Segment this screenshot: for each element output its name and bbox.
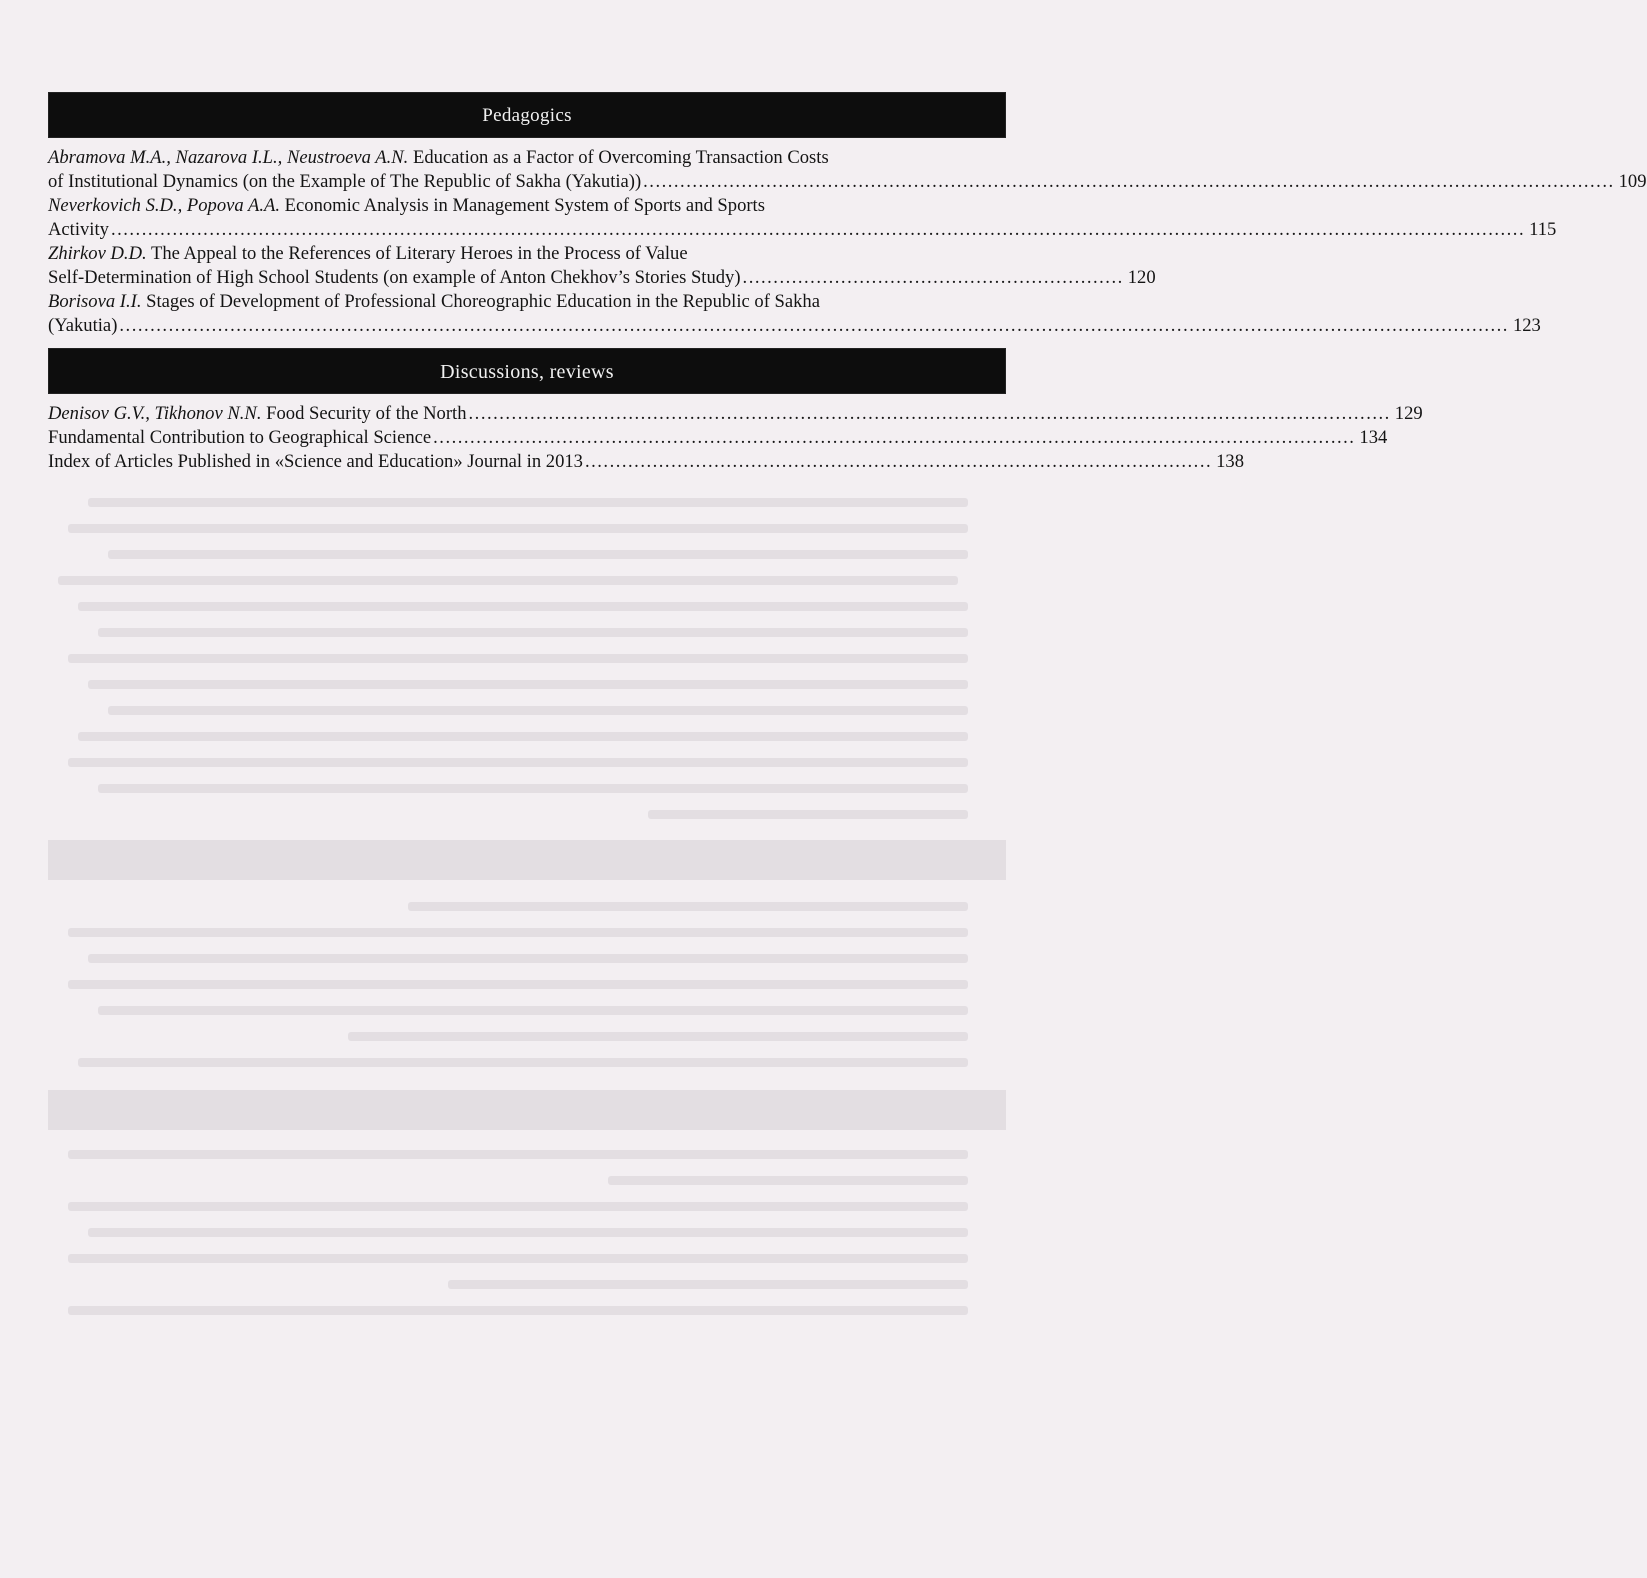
entry-title: Education as a Factor of Overcoming Transaction Costs <box>408 147 829 168</box>
dot-leader: ...................................................................................................................................................................................................................................... <box>110 219 1526 240</box>
show-through-line <box>68 1150 968 1159</box>
entry-authors: Denisov G.V., Tikhonov N.N. <box>48 403 262 424</box>
show-through-line <box>98 784 968 793</box>
show-through-line <box>408 902 968 911</box>
show-through-line <box>78 602 968 611</box>
toc-entry <box>48 450 1245 474</box>
show-through-line <box>88 1228 968 1237</box>
page-number: 120 <box>1127 267 1156 288</box>
show-through-line <box>78 1058 968 1067</box>
show-through-band <box>48 1090 1006 1130</box>
entry-authors: Zhirkov D.D. <box>48 243 147 264</box>
show-through-line <box>448 1280 968 1289</box>
show-through-line <box>68 928 968 937</box>
page-number: 115 <box>1529 219 1557 240</box>
toc-entry <box>48 402 1423 426</box>
show-through-band <box>48 840 1006 880</box>
show-through-line <box>78 732 968 741</box>
page-number: 138 <box>1216 451 1245 472</box>
show-through-line <box>88 680 968 689</box>
show-through-line <box>88 498 968 507</box>
show-through-line <box>68 758 968 767</box>
page-number: 129 <box>1394 403 1423 424</box>
show-through-line <box>98 628 968 637</box>
show-through-background <box>48 490 1006 1320</box>
entry-title: Food Security of the North <box>261 403 467 424</box>
toc-entry-line <box>48 218 1557 242</box>
dot-leader: ...................................................................................................................................................... <box>433 427 1356 448</box>
dot-leader: .................................................................................................................................................................................................................................. <box>119 315 1509 336</box>
dot-leader: .............................................................................................................................................................. <box>643 171 1615 192</box>
toc-entry-line <box>48 402 1423 426</box>
toc-entry <box>48 242 1156 290</box>
show-through-line <box>68 524 968 533</box>
show-through-line <box>68 980 968 989</box>
show-through-line <box>98 1006 968 1015</box>
section-header-pedagogics: Pedagogics <box>48 92 1006 138</box>
show-through-line <box>608 1176 968 1185</box>
entry-authors: Borisova I.I. <box>48 291 142 312</box>
toc-entry-line <box>48 170 1647 194</box>
toc-entry <box>48 194 1557 242</box>
toc-entry-line <box>48 290 1006 314</box>
toc-entry <box>48 146 1647 194</box>
entry-title: Economic Analysis in Management System of Sports and Sports <box>280 195 765 216</box>
show-through-line <box>348 1032 968 1041</box>
show-through-line <box>68 1254 968 1263</box>
show-through-line <box>108 550 968 559</box>
toc-entry <box>48 290 1541 338</box>
toc-entry-line <box>48 314 1541 338</box>
entry-title: Index of Articles Published in «Science and Education» Journal in 2013 <box>48 451 583 472</box>
entry-title: of Institutional Dynamics (on the Example of The Republic of Sakha (Yakutia)) <box>48 171 642 192</box>
dot-leader: ...................................................................................................... <box>584 451 1213 472</box>
dot-leader: .............................................................. <box>742 267 1124 288</box>
table-of-contents <box>48 92 1647 474</box>
entry-title: Activity <box>48 219 109 240</box>
show-through-line <box>88 954 968 963</box>
toc-entry <box>48 426 1388 450</box>
entry-authors: Neverkovich S.D., Popova A.A. <box>48 195 281 216</box>
entry-title: Stages of Development of Professional Choreographic Education in the Republic of Sakha <box>141 291 820 312</box>
show-through-line <box>68 1202 968 1211</box>
toc-entry-line <box>48 146 1006 170</box>
show-through-line <box>108 706 968 715</box>
show-through-line <box>648 810 968 819</box>
dot-leader: ...................................................................................................................................................... <box>468 403 1391 424</box>
page-number: 109 <box>1618 171 1647 192</box>
toc-entry-line <box>48 426 1388 450</box>
show-through-line <box>68 654 968 663</box>
entry-title: The Appeal to the References of Literary Heroes in the Process of Value <box>146 243 688 264</box>
toc-entry-line <box>48 266 1156 290</box>
entry-title: (Yakutia) <box>48 315 118 336</box>
show-through-line <box>58 576 958 585</box>
entry-title: Self-Determination of High School Students (on example of Anton Chekhov’s Stories Study) <box>48 267 741 288</box>
show-through-line <box>68 1306 968 1315</box>
entry-title: Fundamental Contribution to Geographical Science <box>48 427 432 448</box>
toc-entry-line <box>48 242 1006 266</box>
toc-entry-line <box>48 194 1006 218</box>
page-number: 134 <box>1359 427 1388 448</box>
section-header-discussions-reviews: Discussions, reviews <box>48 348 1006 394</box>
toc-entry-line <box>48 450 1245 474</box>
entry-authors: Abramova M.A., Nazarova I.L., Neustroeva A.N. <box>48 147 409 168</box>
page-number: 123 <box>1512 315 1541 336</box>
